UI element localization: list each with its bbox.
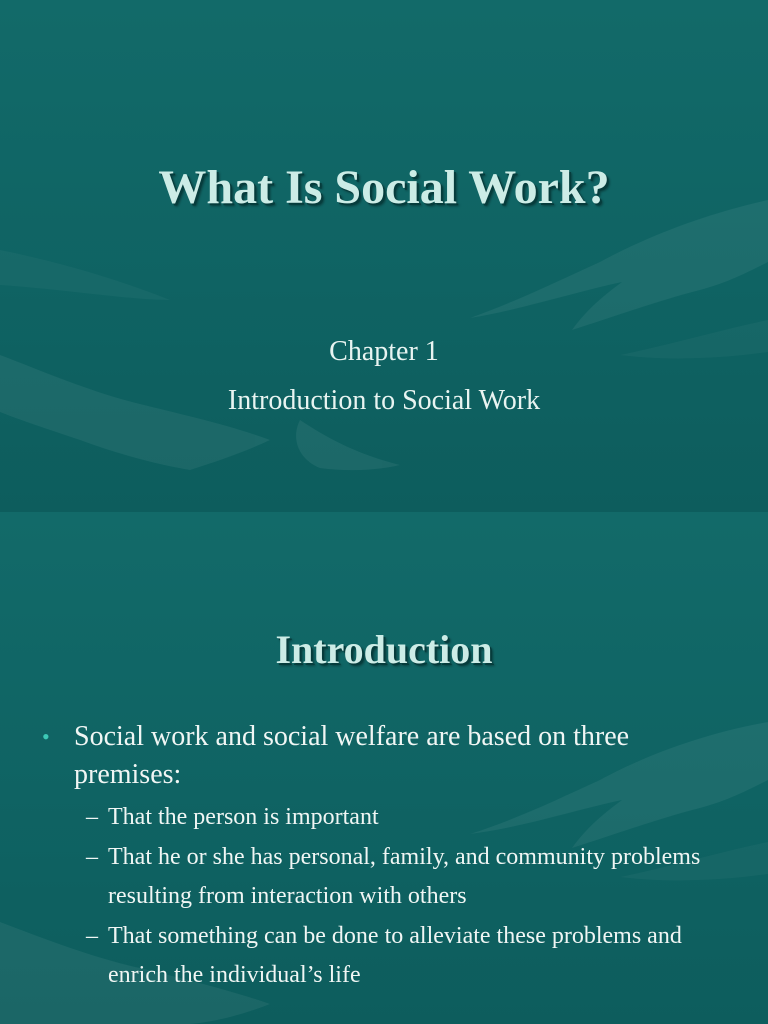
sub-bullet-list bbox=[40, 798, 730, 995]
sub-bullet-text: That the person is important bbox=[108, 804, 379, 830]
bullet-item bbox=[40, 718, 730, 794]
bullet-list bbox=[40, 718, 730, 995]
sub-bullet-item bbox=[86, 917, 730, 995]
sub-bullet-text: That something can be done to alleviate these problems and enrich the individual’s life bbox=[108, 923, 682, 988]
en-dash-icon: – bbox=[86, 844, 98, 870]
round-bullet-icon: • bbox=[42, 724, 50, 749]
sub-bullet-text: That he or she has personal, family, and community problems resulting from interaction with others bbox=[108, 844, 701, 909]
en-dash-icon: – bbox=[86, 923, 98, 949]
sub-bullet-item bbox=[86, 798, 730, 837]
en-dash-icon: – bbox=[86, 804, 98, 830]
slide-title: What Is Social Work? bbox=[158, 161, 610, 214]
chapter-subtitle: Introduction to Social Work bbox=[227, 385, 541, 416]
chapter-label: Chapter 1 bbox=[329, 336, 439, 367]
slide-title: Introduction bbox=[275, 627, 493, 672]
slide-2 bbox=[0, 512, 768, 1024]
bullet-text: Social work and social welfare are based on three premises: bbox=[74, 721, 630, 790]
sub-bullet-item bbox=[86, 838, 730, 916]
